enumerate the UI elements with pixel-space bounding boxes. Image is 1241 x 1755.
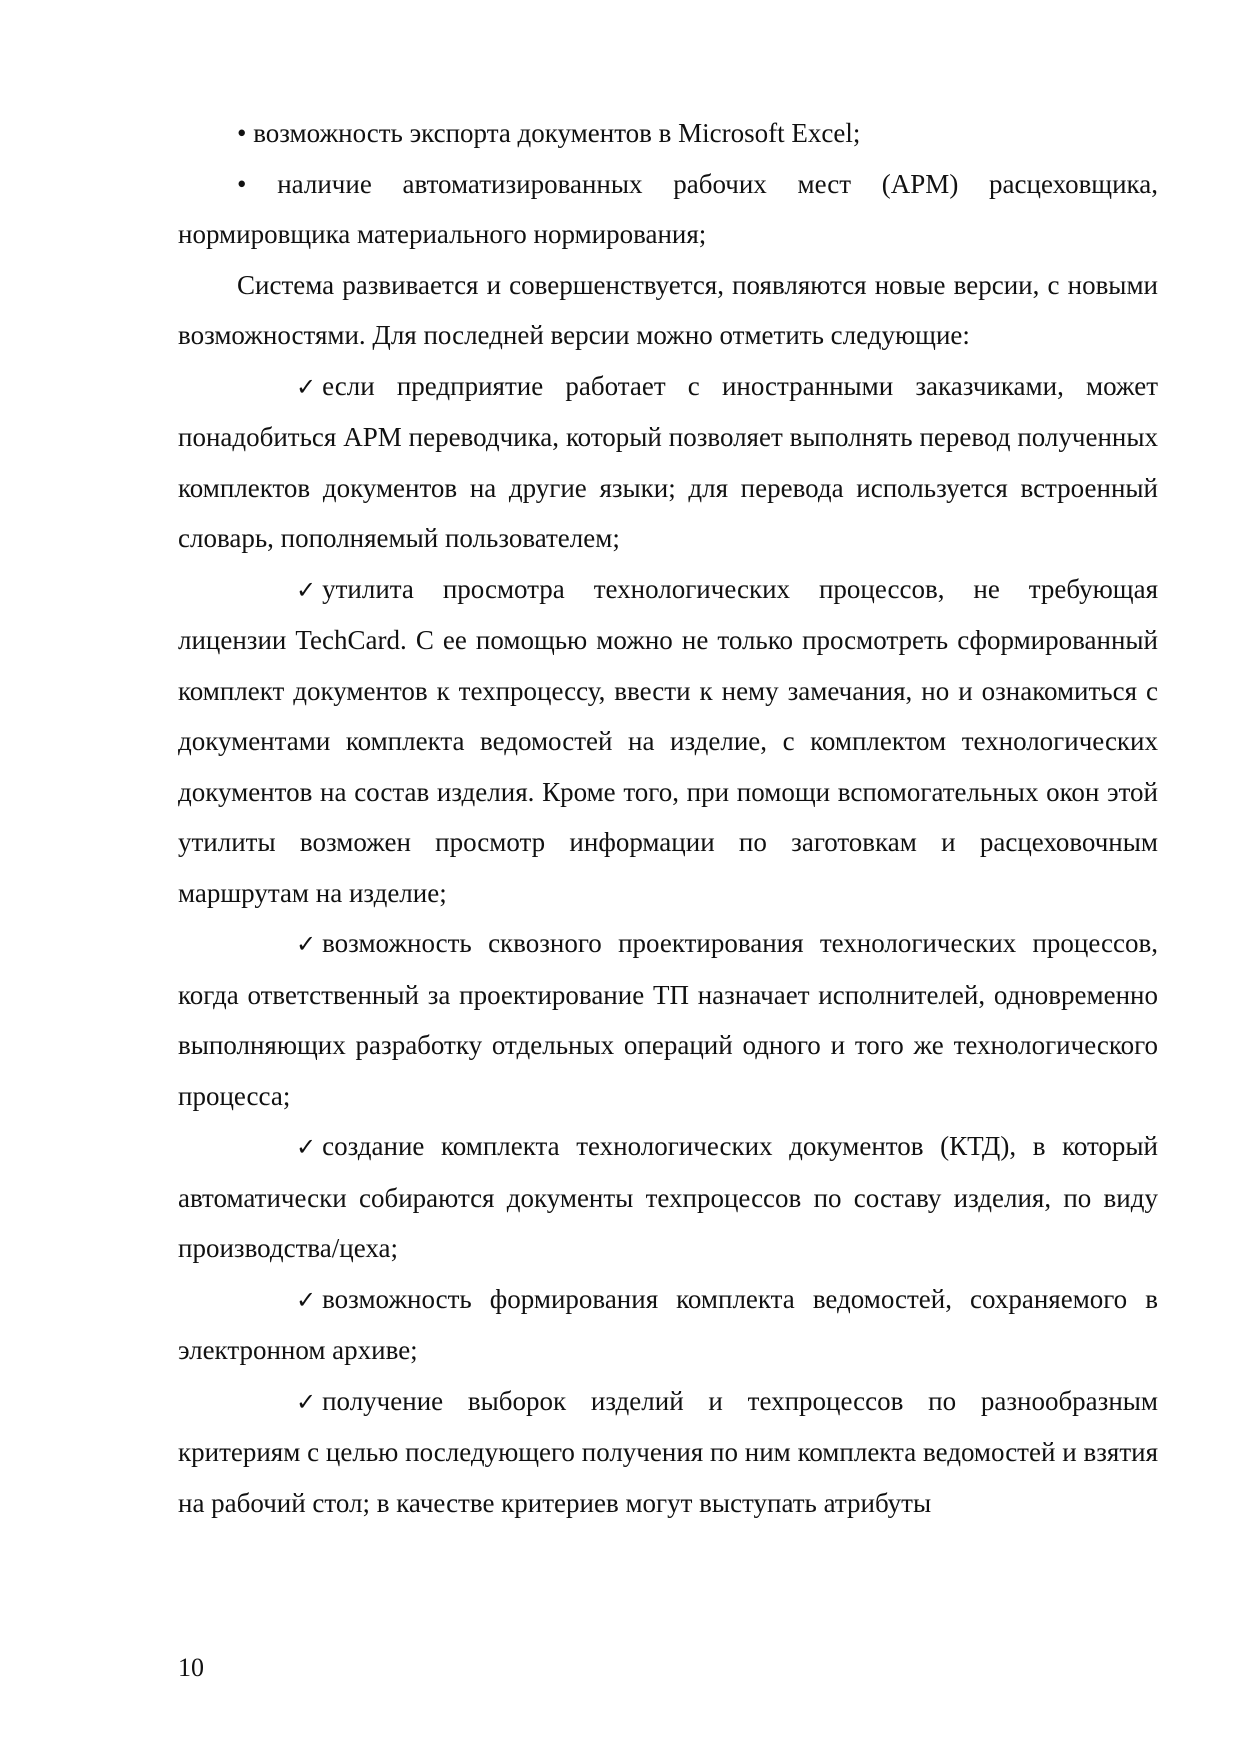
checklist-item-text: если предприятие работает с иностранными заказчиками, может понадобиться АРМ переводчика, который позволяет выполнять перевод полученных комплектов документов на другие языки; для перевода используется встроенный словарь, пополняемый пользователем; bbox=[178, 370, 1158, 553]
checklist-item-selections bbox=[178, 1376, 1158, 1529]
checklist-item-statements-archive bbox=[178, 1274, 1158, 1376]
checkmark-icon: ✓ bbox=[296, 575, 317, 604]
checkmark-icon: ✓ bbox=[296, 1133, 317, 1161]
checklist-item-text: возможность сквозного проектирования технологических процессов, когда ответственный за проектирование ТП назначает исполнителей, одновременно выполняющих разработку отдельных операций одного и того же технологического процесса; bbox=[178, 928, 1158, 1111]
checkmark-icon: ✓ bbox=[296, 1285, 317, 1314]
text-column bbox=[178, 108, 1158, 1528]
intro-paragraph: Система развивается и совершенствуется, появляются новые версии, с новыми возможностями. Для последней версии можно отметить следующие: bbox=[178, 269, 1158, 350]
page-number: 10 bbox=[178, 1653, 204, 1682]
checklist-item-text: получение выборок изделий и техпроцессов по разнообразным критериям с целью последующего получения по ним комплекта ведомостей и взятия на рабочий стол; в качестве критериев могут выступать атрибуты bbox=[178, 1385, 1158, 1518]
checklist-item-ktd bbox=[178, 1121, 1158, 1274]
checklist-item-translator bbox=[178, 361, 1158, 564]
checkmark-icon: ✓ bbox=[296, 372, 317, 401]
checklist-item-text: утилита просмотра технологических процессов, не требующая лицензии TechCard. С ее помощью можно не только просмотреть сформированный комплект документов к техпроцессу, ввести к нему замечания, но и ознакомиться с документами комплекта ведомостей на изделие, с комплектом технологических документов на состав изделия. Кроме того, при помощи вспомогательных окон этой утилиты возможен просмотр информации по заготовкам и расцеховочным маршрутам на изделие; bbox=[178, 573, 1158, 908]
bullet-paragraph-workstations: • наличие автоматизированных рабочих мест (АРМ) расцеховщика, нормировщика материального нормирования; bbox=[178, 168, 1158, 249]
checklist-item-text: возможность формирования комплекта ведомостей, сохраняемого в электронном архиве; bbox=[178, 1283, 1158, 1365]
checklist-item-text: создание комплекта технологических документов (КТД), в который автоматически собираются документы техпроцессов по составу изделия, по виду производства/цеха; bbox=[178, 1131, 1158, 1263]
checklist-item-viewer-utility bbox=[178, 564, 1158, 919]
checkmark-icon: ✓ bbox=[296, 1387, 317, 1416]
checklist-item-collaborative-design bbox=[178, 918, 1158, 1121]
checkmark-icon: ✓ bbox=[296, 930, 317, 958]
bullet-paragraph-excel-export: • возможность экспорта документов в Microsoft Excel; bbox=[237, 118, 861, 148]
